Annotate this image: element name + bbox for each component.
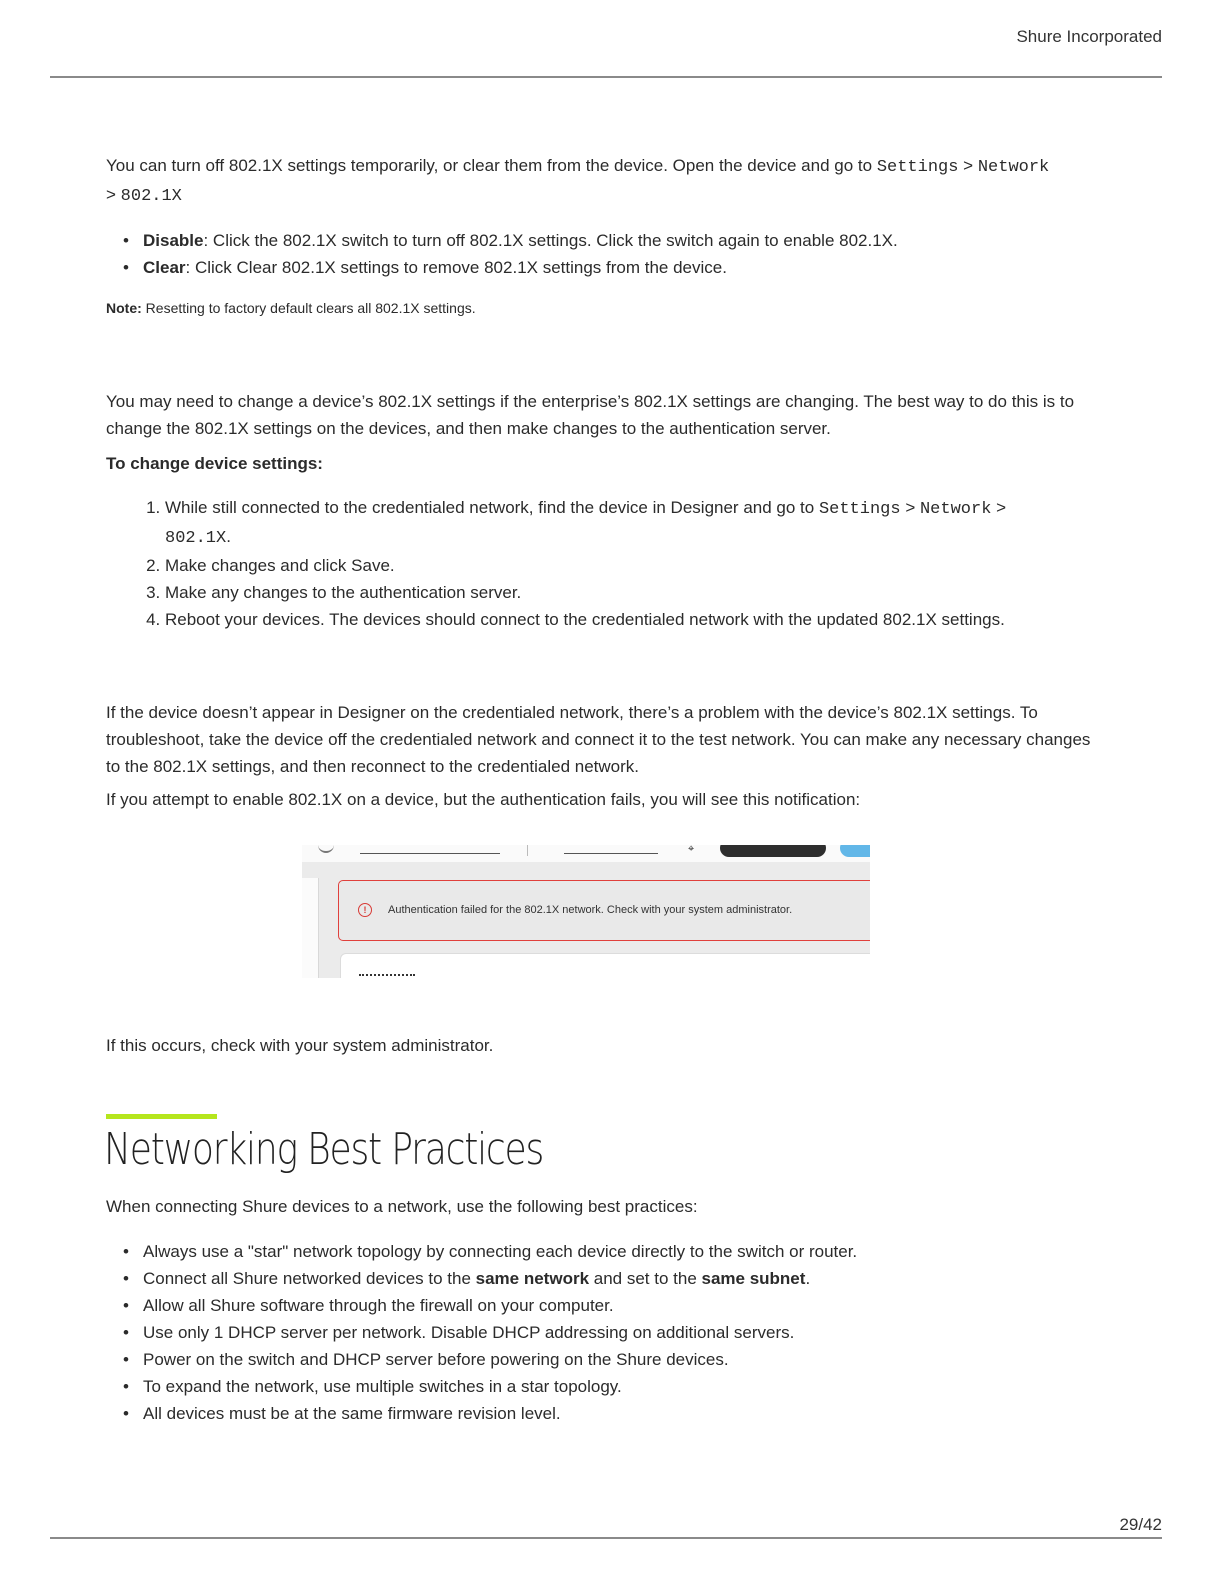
section-intro: When connecting Shure devices to a network, use the following best practices: bbox=[106, 1197, 698, 1216]
footer-divider bbox=[50, 1537, 1162, 1539]
change-intro-paragraph: You may need to change a device’s 802.1X settings if the enterprise’s 802.1X settings are changing. The best way to do this is to change the 802.1X settings on the devices, and then make changes to the authentication server. bbox=[106, 392, 1075, 438]
fail-intro-paragraph: If you attempt to enable 802.1X on a device, but the authentication fails, you will see this notification: bbox=[106, 790, 861, 809]
list-item: • Power on the switch and DHCP server before powering on the Shure devices. bbox=[143, 1346, 857, 1373]
best-practices-list bbox=[106, 1238, 857, 1427]
path-settings: Settings bbox=[876, 158, 959, 177]
note-text: Resetting to factory default clears all 802.1X settings. bbox=[141, 300, 476, 316]
step-text: While still connected to the credentialed network, find the device in Designer and go to bbox=[165, 498, 815, 517]
path-8021x: 802.1X bbox=[120, 187, 182, 206]
page-number: 29/42 bbox=[1119, 1515, 1162, 1534]
toolbar-field-underline bbox=[360, 853, 500, 854]
list-item bbox=[143, 254, 898, 281]
toolbar-field-underline bbox=[564, 853, 658, 854]
note bbox=[106, 300, 476, 316]
list-item: 2. Make changes and click Save. bbox=[165, 552, 1125, 579]
change-heading: To change device settings: bbox=[106, 454, 323, 473]
screenshot-card bbox=[340, 953, 870, 978]
toolbar-dark-button bbox=[720, 845, 826, 857]
bold-same-network: same network bbox=[475, 1269, 590, 1288]
list-item-text: . bbox=[805, 1269, 811, 1288]
bold-same-subnet: same subnet bbox=[701, 1269, 806, 1288]
notification-screenshot bbox=[302, 845, 870, 978]
path-settings: Settings bbox=[818, 500, 901, 519]
list-item bbox=[143, 227, 898, 254]
change-steps-list bbox=[106, 494, 1125, 633]
list-item: • Use only 1 DHCP server per network. Disable DHCP addressing on additional servers. bbox=[143, 1319, 857, 1346]
path-separator: > bbox=[905, 498, 916, 517]
step-end: . bbox=[226, 527, 231, 546]
list-item-text: Connect all Shure networked devices to the bbox=[143, 1269, 476, 1288]
toolbar-separator bbox=[527, 845, 528, 856]
path-separator: > bbox=[106, 185, 116, 204]
chevron-down-icon bbox=[318, 845, 334, 853]
error-icon: ! bbox=[358, 903, 372, 917]
intro-paragraph bbox=[106, 152, 1106, 210]
header-divider bbox=[50, 76, 1162, 78]
list-item: 3. Make any changes to the authentication server. bbox=[165, 579, 1125, 606]
section-accent-bar bbox=[106, 1114, 217, 1119]
note-label: Note: bbox=[106, 300, 142, 316]
path-network: Network bbox=[919, 500, 992, 519]
disable-clear-list bbox=[106, 227, 898, 281]
list-item-text: and set to the bbox=[589, 1269, 702, 1288]
section-title: Networking Best Practices bbox=[104, 1124, 544, 1175]
list-item: • To expand the network, use multiple switches in a star topology. bbox=[143, 1373, 857, 1400]
after-screenshot-paragraph: If this occurs, check with your system administrator. bbox=[106, 1036, 494, 1055]
list-item-text: : Click Clear 802.1X settings to remove 802.1X settings from the device. bbox=[185, 258, 727, 277]
screenshot-toolbar bbox=[302, 845, 870, 862]
card-cut-text bbox=[359, 974, 415, 978]
path-8021x: 802.1X bbox=[165, 529, 227, 548]
term-clear: Clear bbox=[143, 258, 186, 277]
list-item: • All devices must be at the same firmware revision level. bbox=[143, 1400, 857, 1427]
list-item: 4. Reboot your devices. The devices should connect to the credentialed network with the updated 802.1X settings. bbox=[165, 606, 1125, 633]
list-item: • Always use a "star" network topology by connecting each device directly to the switch or router. bbox=[143, 1238, 857, 1265]
toolbar-blue-button bbox=[840, 845, 870, 857]
path-network: Network bbox=[977, 158, 1050, 177]
term-disable: Disable bbox=[143, 231, 204, 250]
list-item bbox=[165, 494, 1125, 552]
path-separator: > bbox=[996, 498, 1007, 517]
screenshot-left-panel bbox=[302, 878, 319, 978]
header-company-name: Shure Incorporated bbox=[1016, 27, 1162, 46]
pin-icon: ⌖ bbox=[688, 845, 695, 855]
list-item bbox=[143, 1265, 857, 1292]
list-item-text: : Click the 802.1X switch to turn off 802.1X settings. Click the switch again to enable 802.1X. bbox=[203, 231, 898, 250]
troubleshoot-paragraph: If the device doesn’t appear in Designer on the credentialed network, there’s a problem with the device’s 802.1X settings. To troubleshoot, take the device off the credentialed network and connect it to the test network. You can make any necessary changes to the 802.1X settings, and then reconnect to the credentialed network. bbox=[106, 703, 1091, 776]
intro-text: You can turn off 802.1X settings temporarily, or clear them from the device. Open the device and go to bbox=[106, 156, 873, 175]
auth-failed-alert bbox=[338, 880, 870, 941]
path-separator: > bbox=[963, 156, 974, 175]
alert-message: Authentication failed for the 802.1X network. Check with your system administrator. bbox=[388, 904, 793, 916]
list-item: • Allow all Shure software through the firewall on your computer. bbox=[143, 1292, 857, 1319]
